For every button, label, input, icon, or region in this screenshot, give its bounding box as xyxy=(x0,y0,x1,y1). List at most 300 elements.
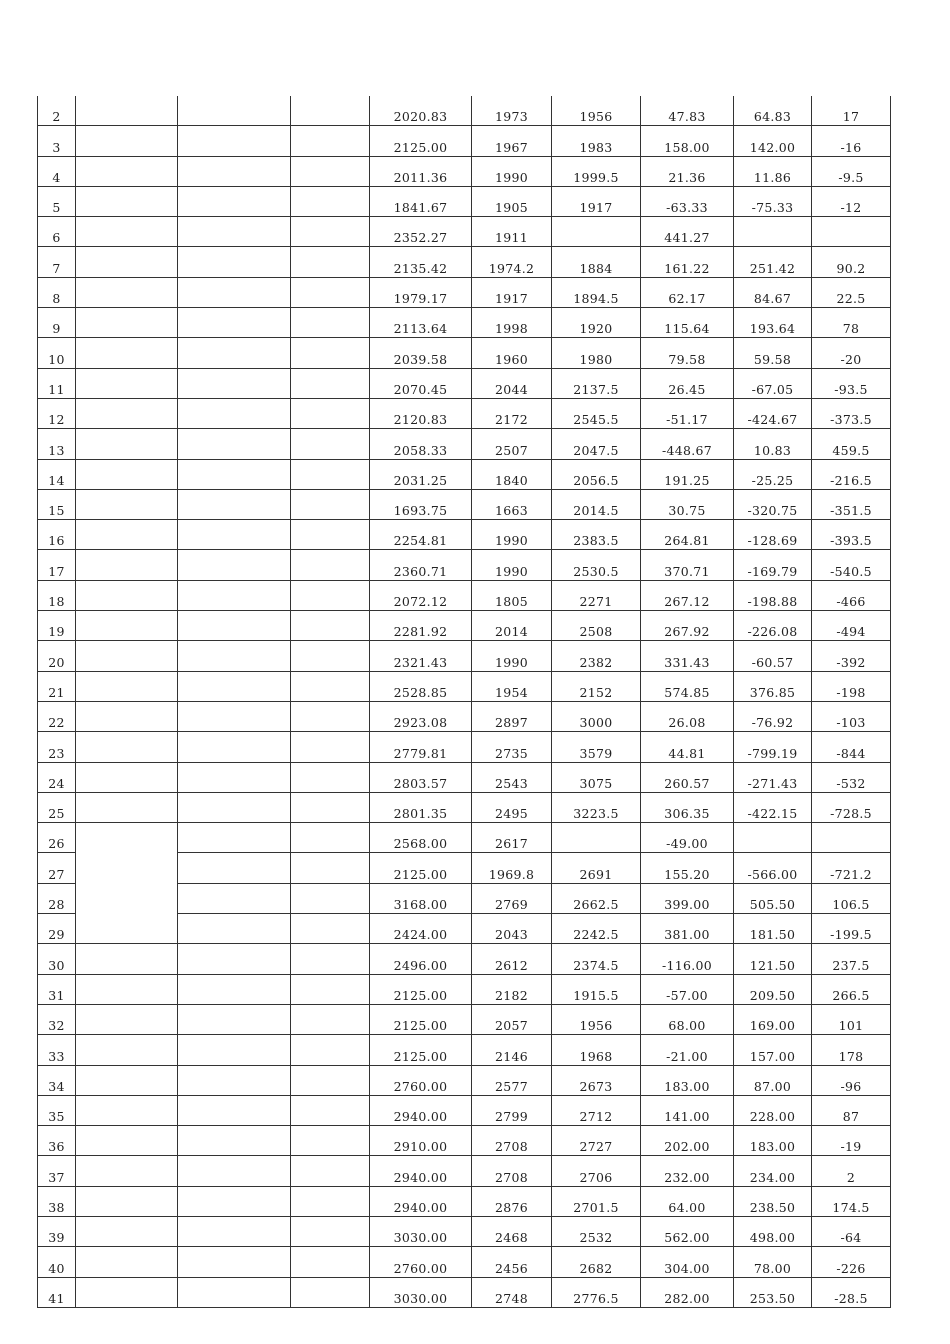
blank-cell xyxy=(76,156,178,186)
difference-cell: 238.50 xyxy=(734,1186,812,1216)
value-cell: 2662.5 xyxy=(552,883,641,913)
difference-cell: -226.08 xyxy=(734,611,812,641)
blank-cell xyxy=(76,580,178,610)
difference-cell: 191.25 xyxy=(641,459,734,489)
difference-cell: 306.35 xyxy=(641,792,734,822)
blank-cell xyxy=(178,1156,291,1186)
blank-cell xyxy=(291,1277,370,1307)
blank-cell xyxy=(76,338,178,368)
table-row xyxy=(38,792,891,822)
value-cell: 2456 xyxy=(472,1247,552,1277)
row-number-cell: 3 xyxy=(38,126,76,156)
value-cell: 2039.58 xyxy=(370,338,472,368)
blank-cell xyxy=(178,944,291,974)
value-cell: 1974.2 xyxy=(472,247,552,277)
difference-cell: -393.5 xyxy=(812,520,891,550)
difference-cell: -28.5 xyxy=(812,1277,891,1307)
difference-cell: -16 xyxy=(812,126,891,156)
value-cell xyxy=(552,217,641,247)
row-number-cell: 7 xyxy=(38,247,76,277)
blank-cell xyxy=(178,914,291,944)
difference-cell: 267.92 xyxy=(641,611,734,641)
difference-cell: 183.00 xyxy=(734,1126,812,1156)
value-cell: 2545.5 xyxy=(552,398,641,428)
blank-cell xyxy=(76,671,178,701)
difference-cell: 234.00 xyxy=(734,1156,812,1186)
difference-cell: 498.00 xyxy=(734,1216,812,1246)
difference-cell: 59.58 xyxy=(734,338,812,368)
value-cell: 2803.57 xyxy=(370,762,472,792)
blank-cell xyxy=(291,944,370,974)
value-cell: 2120.83 xyxy=(370,398,472,428)
value-cell: 2044 xyxy=(472,368,552,398)
value-cell: 2125.00 xyxy=(370,126,472,156)
value-cell: 2374.5 xyxy=(552,944,641,974)
difference-cell: -320.75 xyxy=(734,489,812,519)
blank-cell xyxy=(76,550,178,580)
value-cell: 1693.75 xyxy=(370,489,472,519)
difference-cell: 267.12 xyxy=(641,580,734,610)
row-number-cell: 31 xyxy=(38,974,76,1004)
blank-cell xyxy=(291,853,370,883)
row-number-cell: 30 xyxy=(38,944,76,974)
difference-cell: -422.15 xyxy=(734,792,812,822)
blank-cell xyxy=(178,823,291,853)
value-cell: 2058.33 xyxy=(370,429,472,459)
difference-cell: 228.00 xyxy=(734,1095,812,1125)
blank-cell xyxy=(76,1156,178,1186)
value-cell: 3579 xyxy=(552,732,641,762)
difference-cell: 17 xyxy=(812,96,891,126)
difference-cell: 11.86 xyxy=(734,156,812,186)
value-cell: 2152 xyxy=(552,671,641,701)
blank-cell xyxy=(76,974,178,1004)
table-row xyxy=(38,1126,891,1156)
row-number-cell: 41 xyxy=(38,1277,76,1307)
blank-cell xyxy=(178,1095,291,1125)
value-cell: 1990 xyxy=(472,550,552,580)
row-number-cell: 14 xyxy=(38,459,76,489)
difference-cell: -60.57 xyxy=(734,641,812,671)
value-cell: 1841.67 xyxy=(370,186,472,216)
difference-cell: -799.19 xyxy=(734,732,812,762)
blank-cell xyxy=(178,762,291,792)
difference-cell: -466 xyxy=(812,580,891,610)
difference-cell: -21.00 xyxy=(641,1035,734,1065)
row-number-cell: 34 xyxy=(38,1065,76,1095)
value-cell: 3168.00 xyxy=(370,883,472,913)
difference-cell: 64.83 xyxy=(734,96,812,126)
table-row xyxy=(38,1186,891,1216)
blank-cell xyxy=(291,762,370,792)
value-cell: 2682 xyxy=(552,1247,641,1277)
difference-cell: 141.00 xyxy=(641,1095,734,1125)
value-cell: 2940.00 xyxy=(370,1186,472,1216)
difference-cell: -51.17 xyxy=(641,398,734,428)
difference-cell: 260.57 xyxy=(641,762,734,792)
difference-cell: -351.5 xyxy=(812,489,891,519)
blank-cell xyxy=(76,429,178,459)
table-row xyxy=(38,1216,891,1246)
difference-cell: -226 xyxy=(812,1247,891,1277)
difference-cell: -67.05 xyxy=(734,368,812,398)
table-row xyxy=(38,459,891,489)
difference-cell: -532 xyxy=(812,762,891,792)
difference-cell: -103 xyxy=(812,701,891,731)
difference-cell: 22.5 xyxy=(812,277,891,307)
blank-cell xyxy=(178,580,291,610)
difference-cell: 574.85 xyxy=(641,671,734,701)
blank-cell xyxy=(178,338,291,368)
value-cell: 2577 xyxy=(472,1065,552,1095)
row-number-cell: 17 xyxy=(38,550,76,580)
blank-cell xyxy=(178,459,291,489)
difference-cell: -566.00 xyxy=(734,853,812,883)
value-cell: 1990 xyxy=(472,641,552,671)
value-cell: 2923.08 xyxy=(370,701,472,731)
value-cell: 1905 xyxy=(472,186,552,216)
value-cell: 2940.00 xyxy=(370,1156,472,1186)
difference-cell: 158.00 xyxy=(641,126,734,156)
difference-cell: 193.64 xyxy=(734,308,812,338)
value-cell: 1973 xyxy=(472,96,552,126)
table-row xyxy=(38,1277,891,1307)
value-cell: 1915.5 xyxy=(552,974,641,1004)
row-number-cell: 2 xyxy=(38,96,76,126)
row-number-cell: 12 xyxy=(38,398,76,428)
blank-cell xyxy=(178,732,291,762)
value-cell: 2172 xyxy=(472,398,552,428)
row-number-cell: 38 xyxy=(38,1186,76,1216)
value-cell: 2568.00 xyxy=(370,823,472,853)
difference-cell: -216.5 xyxy=(812,459,891,489)
row-number-cell: 33 xyxy=(38,1035,76,1065)
difference-cell: 78.00 xyxy=(734,1247,812,1277)
blank-cell xyxy=(291,1186,370,1216)
value-cell: 1920 xyxy=(552,308,641,338)
blank-cell xyxy=(76,1004,178,1034)
value-cell: 2352.27 xyxy=(370,217,472,247)
blank-cell xyxy=(178,1247,291,1277)
difference-cell: 304.00 xyxy=(641,1247,734,1277)
value-cell: 1917 xyxy=(552,186,641,216)
value-cell: 2712 xyxy=(552,1095,641,1125)
blank-cell xyxy=(76,762,178,792)
value-cell: 2020.83 xyxy=(370,96,472,126)
difference-cell: 253.50 xyxy=(734,1277,812,1307)
merged-blank-cell xyxy=(76,823,178,944)
table-row xyxy=(38,823,891,853)
blank-cell xyxy=(178,1186,291,1216)
difference-cell: 142.00 xyxy=(734,126,812,156)
difference-cell: 47.83 xyxy=(641,96,734,126)
difference-cell: -271.43 xyxy=(734,762,812,792)
value-cell: 1980 xyxy=(552,338,641,368)
value-cell: 2014.5 xyxy=(552,489,641,519)
value-cell: 2043 xyxy=(472,914,552,944)
difference-cell: 44.81 xyxy=(641,732,734,762)
blank-cell xyxy=(291,1004,370,1034)
row-number-cell: 27 xyxy=(38,853,76,883)
difference-cell: 30.75 xyxy=(641,489,734,519)
blank-cell xyxy=(291,611,370,641)
difference-cell: -198.88 xyxy=(734,580,812,610)
row-number-cell: 25 xyxy=(38,792,76,822)
blank-cell xyxy=(178,701,291,731)
value-cell: 3223.5 xyxy=(552,792,641,822)
blank-cell xyxy=(178,126,291,156)
blank-cell xyxy=(178,1277,291,1307)
value-cell: 2135.42 xyxy=(370,247,472,277)
blank-cell xyxy=(178,611,291,641)
value-cell: 2125.00 xyxy=(370,1004,472,1034)
blank-cell xyxy=(76,277,178,307)
difference-cell: 459.5 xyxy=(812,429,891,459)
table-row xyxy=(38,1004,891,1034)
value-cell: 2543 xyxy=(472,762,552,792)
value-cell: 2708 xyxy=(472,1126,552,1156)
difference-cell: 376.85 xyxy=(734,671,812,701)
blank-cell xyxy=(76,1186,178,1216)
difference-cell: 169.00 xyxy=(734,1004,812,1034)
row-number-cell: 5 xyxy=(38,186,76,216)
difference-cell: -721.2 xyxy=(812,853,891,883)
blank-cell xyxy=(76,701,178,731)
blank-cell xyxy=(291,1126,370,1156)
difference-cell: -424.67 xyxy=(734,398,812,428)
difference-cell: 237.5 xyxy=(812,944,891,974)
blank-cell xyxy=(178,368,291,398)
blank-cell xyxy=(76,308,178,338)
value-cell: 2424.00 xyxy=(370,914,472,944)
row-number-cell: 9 xyxy=(38,308,76,338)
difference-cell: 2 xyxy=(812,1156,891,1186)
difference-cell: -75.33 xyxy=(734,186,812,216)
difference-cell: 381.00 xyxy=(641,914,734,944)
difference-cell: 562.00 xyxy=(641,1216,734,1246)
value-cell: 3030.00 xyxy=(370,1216,472,1246)
difference-cell: -494 xyxy=(812,611,891,641)
blank-cell xyxy=(291,459,370,489)
difference-cell: 26.45 xyxy=(641,368,734,398)
blank-cell xyxy=(76,96,178,126)
blank-cell xyxy=(291,1095,370,1125)
value-cell: 2532 xyxy=(552,1216,641,1246)
value-cell: 2113.64 xyxy=(370,308,472,338)
value-cell: 2776.5 xyxy=(552,1277,641,1307)
value-cell: 2031.25 xyxy=(370,459,472,489)
blank-cell xyxy=(291,368,370,398)
value-cell: 1840 xyxy=(472,459,552,489)
difference-cell xyxy=(812,217,891,247)
table-row xyxy=(38,126,891,156)
row-number-cell: 29 xyxy=(38,914,76,944)
blank-cell xyxy=(76,489,178,519)
value-cell: 1979.17 xyxy=(370,277,472,307)
value-cell: 2271 xyxy=(552,580,641,610)
difference-cell: -76.92 xyxy=(734,701,812,731)
difference-cell: -392 xyxy=(812,641,891,671)
difference-cell: 78 xyxy=(812,308,891,338)
table-row xyxy=(38,186,891,216)
table-row xyxy=(38,217,891,247)
value-cell: 3030.00 xyxy=(370,1277,472,1307)
table-row xyxy=(38,489,891,519)
blank-cell xyxy=(291,247,370,277)
table-row xyxy=(38,368,891,398)
value-cell: 2799 xyxy=(472,1095,552,1125)
table-body xyxy=(38,96,891,1307)
difference-cell: -25.25 xyxy=(734,459,812,489)
difference-cell: 84.67 xyxy=(734,277,812,307)
table-row xyxy=(38,762,891,792)
value-cell: 2530.5 xyxy=(552,550,641,580)
difference-cell: -448.67 xyxy=(641,429,734,459)
blank-cell xyxy=(76,944,178,974)
value-cell: 1969.8 xyxy=(472,853,552,883)
value-cell: 2125.00 xyxy=(370,974,472,1004)
blank-cell xyxy=(178,186,291,216)
difference-cell: 157.00 xyxy=(734,1035,812,1065)
blank-cell xyxy=(291,580,370,610)
table-row xyxy=(38,308,891,338)
difference-cell: -9.5 xyxy=(812,156,891,186)
blank-cell xyxy=(76,217,178,247)
value-cell: 1990 xyxy=(472,520,552,550)
difference-cell: -199.5 xyxy=(812,914,891,944)
blank-cell xyxy=(178,641,291,671)
blank-cell xyxy=(76,186,178,216)
row-number-cell: 4 xyxy=(38,156,76,186)
difference-cell: 202.00 xyxy=(641,1126,734,1156)
difference-cell: 21.36 xyxy=(641,156,734,186)
row-number-cell: 39 xyxy=(38,1216,76,1246)
row-number-cell: 16 xyxy=(38,520,76,550)
blank-cell xyxy=(291,217,370,247)
value-cell: 1956 xyxy=(552,1004,641,1034)
blank-cell xyxy=(291,1216,370,1246)
value-cell: 1805 xyxy=(472,580,552,610)
table-row xyxy=(38,611,891,641)
value-cell: 2910.00 xyxy=(370,1126,472,1156)
row-number-cell: 32 xyxy=(38,1004,76,1034)
value-cell: 2701.5 xyxy=(552,1186,641,1216)
value-cell: 2876 xyxy=(472,1186,552,1216)
value-cell: 2383.5 xyxy=(552,520,641,550)
difference-cell: -844 xyxy=(812,732,891,762)
row-number-cell: 28 xyxy=(38,883,76,913)
value-cell: 2137.5 xyxy=(552,368,641,398)
blank-cell xyxy=(178,883,291,913)
row-number-cell: 23 xyxy=(38,732,76,762)
value-cell: 2508 xyxy=(552,611,641,641)
difference-cell: 10.83 xyxy=(734,429,812,459)
blank-cell xyxy=(291,1156,370,1186)
blank-cell xyxy=(178,550,291,580)
blank-cell xyxy=(76,1247,178,1277)
row-number-cell: 35 xyxy=(38,1095,76,1125)
difference-cell: -373.5 xyxy=(812,398,891,428)
difference-cell: -19 xyxy=(812,1126,891,1156)
blank-cell xyxy=(291,641,370,671)
row-number-cell: 36 xyxy=(38,1126,76,1156)
table-row xyxy=(38,580,891,610)
table-row xyxy=(38,398,891,428)
value-cell: 2496.00 xyxy=(370,944,472,974)
difference-cell: 331.43 xyxy=(641,641,734,671)
difference-cell: 115.64 xyxy=(641,308,734,338)
blank-cell xyxy=(76,459,178,489)
blank-cell xyxy=(178,1035,291,1065)
blank-cell xyxy=(291,489,370,519)
blank-cell xyxy=(76,247,178,277)
difference-cell: 399.00 xyxy=(641,883,734,913)
blank-cell xyxy=(291,126,370,156)
value-cell: 2072.12 xyxy=(370,580,472,610)
data-table xyxy=(37,96,891,1308)
blank-cell xyxy=(291,914,370,944)
difference-cell: 282.00 xyxy=(641,1277,734,1307)
blank-cell xyxy=(76,1216,178,1246)
table-row xyxy=(38,732,891,762)
table-row xyxy=(38,1095,891,1125)
value-cell: 2897 xyxy=(472,701,552,731)
difference-cell: 106.5 xyxy=(812,883,891,913)
value-cell: 2801.35 xyxy=(370,792,472,822)
table-row xyxy=(38,429,891,459)
value-cell: 2056.5 xyxy=(552,459,641,489)
value-cell: 1911 xyxy=(472,217,552,247)
value-cell: 1954 xyxy=(472,671,552,701)
blank-cell xyxy=(291,156,370,186)
blank-cell xyxy=(76,641,178,671)
value-cell: 2254.81 xyxy=(370,520,472,550)
value-cell: 2321.43 xyxy=(370,641,472,671)
row-number-cell: 26 xyxy=(38,823,76,853)
value-cell: 2673 xyxy=(552,1065,641,1095)
blank-cell xyxy=(76,1277,178,1307)
table-row xyxy=(38,671,891,701)
table-row xyxy=(38,247,891,277)
difference-cell: 264.81 xyxy=(641,520,734,550)
blank-cell xyxy=(178,96,291,126)
value-cell: 2125.00 xyxy=(370,1035,472,1065)
difference-cell: -93.5 xyxy=(812,368,891,398)
blank-cell xyxy=(178,308,291,338)
value-cell xyxy=(552,823,641,853)
row-number-cell: 21 xyxy=(38,671,76,701)
difference-cell: -198 xyxy=(812,671,891,701)
table-row xyxy=(38,156,891,186)
value-cell: 1956 xyxy=(552,96,641,126)
blank-cell xyxy=(178,671,291,701)
difference-cell: 441.27 xyxy=(641,217,734,247)
difference-cell: -169.79 xyxy=(734,550,812,580)
table-row xyxy=(38,1156,891,1186)
row-number-cell: 8 xyxy=(38,277,76,307)
value-cell: 2146 xyxy=(472,1035,552,1065)
difference-cell xyxy=(734,217,812,247)
blank-cell xyxy=(76,1126,178,1156)
difference-cell: 26.08 xyxy=(641,701,734,731)
blank-cell xyxy=(291,1065,370,1095)
table-row xyxy=(38,1247,891,1277)
difference-cell: 370.71 xyxy=(641,550,734,580)
value-cell: 2382 xyxy=(552,641,641,671)
blank-cell xyxy=(291,1035,370,1065)
blank-cell xyxy=(291,429,370,459)
value-cell: 2468 xyxy=(472,1216,552,1246)
